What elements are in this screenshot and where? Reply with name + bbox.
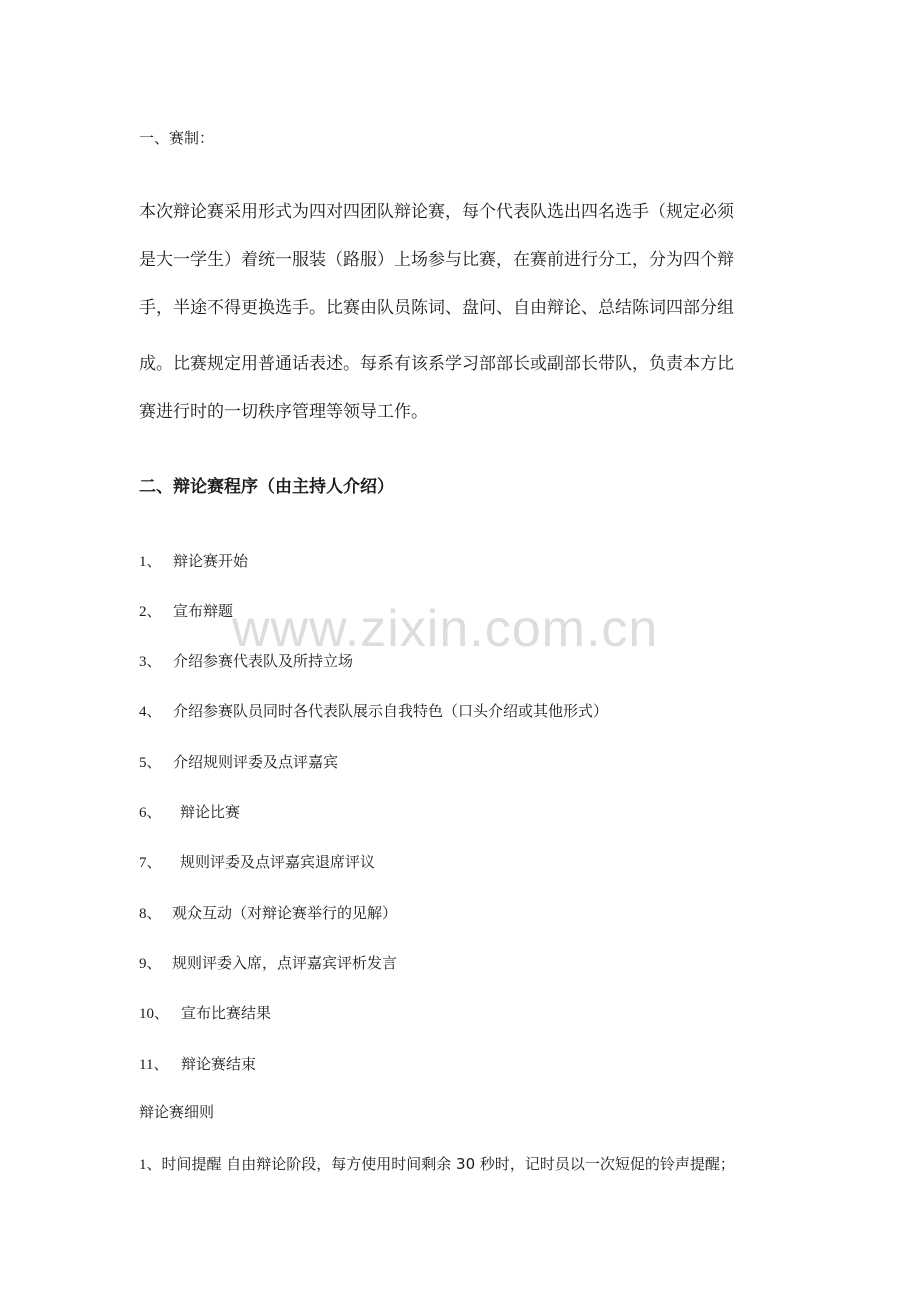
list-item-number: 5、	[139, 755, 162, 771]
list-item	[139, 805, 240, 821]
list-item-number: 11、	[139, 1057, 169, 1073]
section-1-paragraph-line-3: 手，半途不得更换选手。比赛由队员陈词、盘问、自由辩论、总结陈词四部分组	[139, 298, 734, 318]
list-item	[139, 1057, 256, 1073]
list-item-text: 辩论比赛	[180, 803, 241, 821]
list-item-text: 宣布比赛结果	[181, 1004, 272, 1022]
list-item-number: 4、	[139, 704, 162, 720]
list-item-number: 10、	[139, 1006, 170, 1022]
list-item	[139, 554, 248, 570]
section-1-paragraph-line-2: 是大一学生）着统一服装（路服）上场参与比赛，在赛前进行分工，分为四个辩	[139, 250, 734, 270]
list-item-number: 6、	[139, 805, 162, 821]
rule-1	[139, 1157, 735, 1173]
list-item-number: 2、	[139, 604, 162, 620]
list-item-text: 规则评委入席，点评嘉宾评析发言	[172, 954, 398, 972]
list-item-text: 规则评委及点评嘉宾退席评议	[180, 853, 376, 871]
list-item-text: 介绍参赛代表队及所持立场	[173, 652, 354, 670]
list-item-number: 7、	[139, 855, 162, 871]
list-item-text: 介绍规则评委及点评嘉宾	[173, 753, 339, 771]
list-item	[139, 906, 397, 922]
list-item-text: 辩论赛开始	[173, 552, 249, 570]
list-item-number: 3、	[139, 654, 162, 670]
rule-1-text: 时间提醒 自由辩论阶段，每方使用时间剩余 30 秒时，记时员以一次短促的铃声提醒；	[161, 1155, 735, 1173]
watermark: www.zixin.com.cn	[232, 600, 659, 658]
section-1-paragraph-line-4: 成。比赛规定用普通话表述。每系有该系学习部部长或副部长带队，负责本方比	[139, 354, 734, 374]
list-item-text: 宣布辩题	[173, 602, 234, 620]
list-item	[139, 604, 233, 620]
list-item	[139, 956, 397, 972]
list-item-number: 9、	[139, 956, 162, 972]
section-3-heading: 辩论赛细则	[139, 1103, 215, 1121]
list-item-number: 8、	[139, 906, 162, 922]
list-item-text: 介绍参赛队员同时各代表队展示自我特色（口头介绍或其他形式）	[173, 702, 609, 720]
list-item-number: 1、	[139, 554, 162, 570]
list-item	[139, 755, 338, 771]
list-item	[139, 704, 608, 720]
section-1-heading: 一、赛制：	[139, 129, 215, 147]
section-2-heading: 二、辩论赛程序（由主持人介绍）	[139, 477, 394, 497]
section-1-paragraph-line-5: 赛进行时的一切秩序管理等领导工作。	[139, 402, 428, 422]
list-item	[139, 855, 375, 871]
list-item-text: 辩论赛结束	[181, 1055, 257, 1073]
section-1-paragraph-line-1: 本次辩论赛采用形式为四对四团队辩论赛，每个代表队选出四名选手（规定必须	[139, 202, 734, 222]
list-item-text: 观众互动（对辩论赛举行的见解）	[172, 904, 398, 922]
list-item	[139, 1006, 271, 1022]
rule-1-number: 1、	[139, 1157, 162, 1173]
